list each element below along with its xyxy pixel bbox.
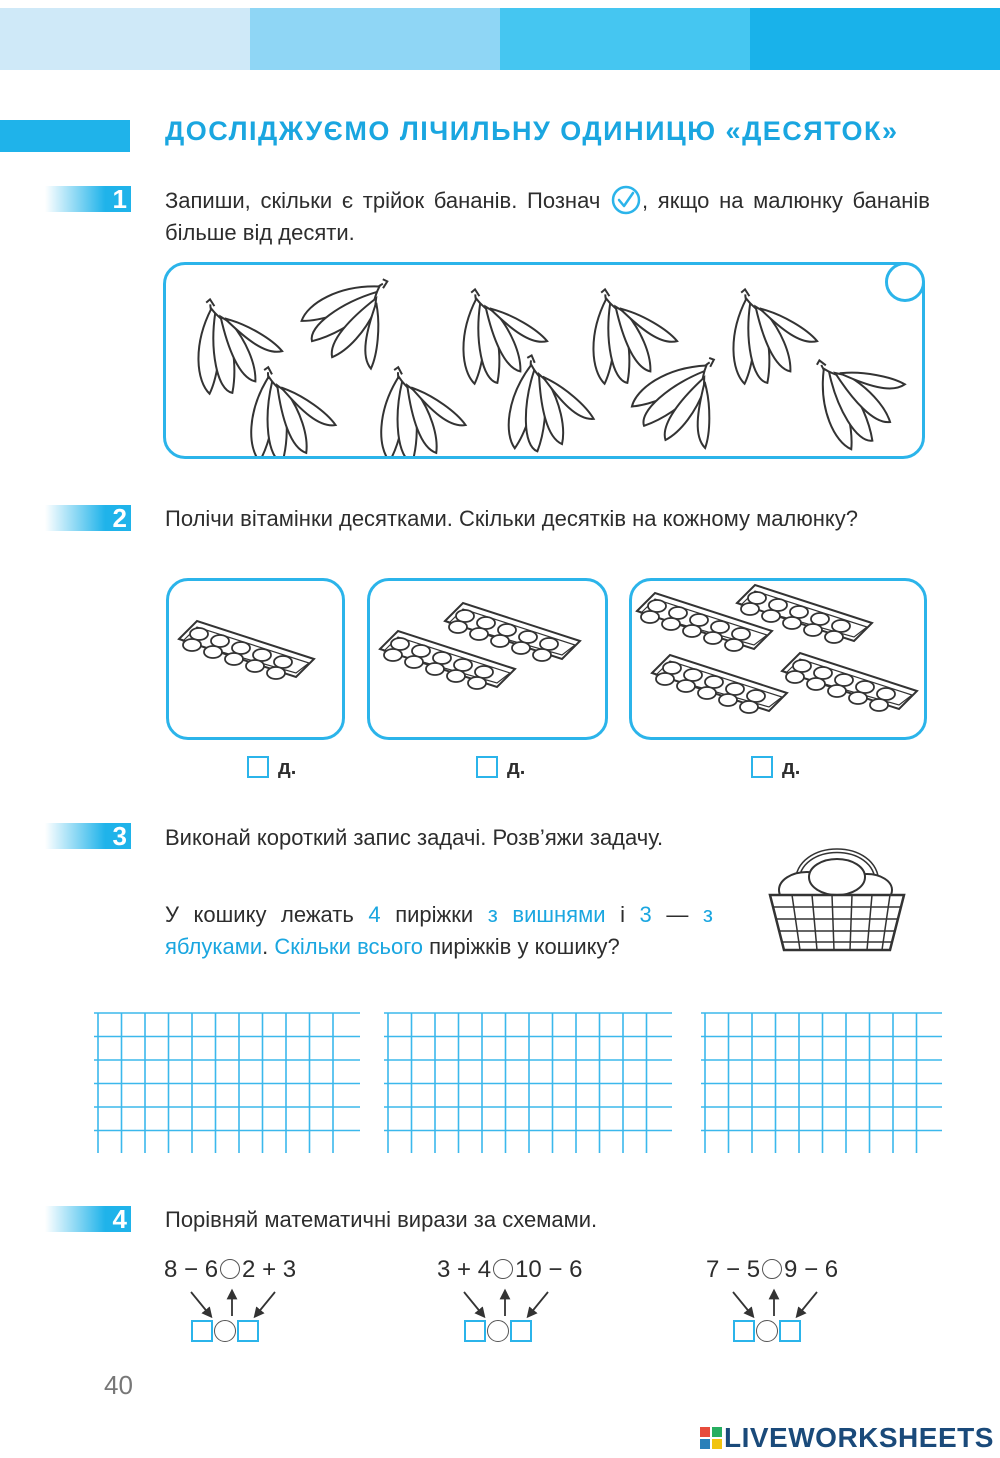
- tens-unit-label: д.: [782, 757, 801, 779]
- task-number: 1: [112, 184, 127, 214]
- page-number: 40: [104, 1370, 133, 1400]
- comparison-circle[interactable]: [493, 1259, 513, 1279]
- header-band: [750, 8, 1000, 70]
- scheme-answer-row: [464, 1320, 532, 1342]
- header-band: [250, 8, 500, 70]
- task-number-tab: [45, 1206, 131, 1232]
- answer-grids: [0, 1005, 1000, 1165]
- task2-text: Полічи вітамінки десятками. Скільки десятків на кожному малюнку?: [165, 506, 859, 531]
- task4-text: Порівняй математичні вирази за схемами.: [165, 1207, 598, 1232]
- scheme-answer-row: [733, 1320, 801, 1342]
- problem-text: пиріжків у кошику?: [423, 934, 620, 959]
- mark-circle[interactable]: [885, 262, 925, 302]
- liveworksheets-logo: [700, 1422, 994, 1454]
- expression-right: 9 − 6: [784, 1256, 839, 1283]
- scheme-arrows-icon: [721, 1288, 841, 1322]
- scheme-sign-circle[interactable]: [214, 1320, 236, 1342]
- expression-left: 8 − 6: [164, 1256, 219, 1283]
- bananas-frame: [163, 262, 925, 459]
- problem-keyword: з вишнями: [487, 902, 606, 927]
- task-number: 3: [112, 821, 127, 851]
- task1-text: [165, 184, 930, 249]
- vitamins-frame-1: [166, 578, 345, 740]
- comparison-expression: [437, 1256, 582, 1284]
- problem-text: У кошику лежать: [165, 902, 369, 927]
- scheme-sign-circle[interactable]: [756, 1320, 778, 1342]
- banana-bunch-icon: [218, 355, 339, 456]
- page-title: ДОСЛІДЖУЄМО ЛІЧИЛЬНУ ОДИНИЦЮ «ДЕСЯТОК»: [165, 116, 899, 146]
- task1-text-before: Запиши, скільки є трійок бананів. Познач: [165, 188, 601, 213]
- tens-answer-box[interactable]: [247, 756, 269, 778]
- task-number: 4: [112, 1204, 127, 1234]
- task-number: 2: [112, 503, 127, 533]
- scheme-number-box[interactable]: [779, 1320, 801, 1342]
- scheme-number-box[interactable]: [510, 1320, 532, 1342]
- scheme-number-box[interactable]: [237, 1320, 259, 1342]
- tens-unit-label: д.: [278, 757, 297, 779]
- banana-bunch-icon: [789, 341, 910, 456]
- problem-text: пиріжки: [380, 902, 488, 927]
- task3-text: Виконай короткий запис задачі. Розв’яжи задачу.: [165, 825, 664, 850]
- tens-unit-label: д.: [507, 757, 526, 779]
- scheme-arrows-icon: [452, 1288, 572, 1322]
- scheme-answer-row: [191, 1320, 259, 1342]
- vitamins-frame-3: [629, 578, 927, 740]
- task3-problem: [165, 899, 713, 963]
- scheme-number-box[interactable]: [191, 1320, 213, 1342]
- task-number-tab: [45, 505, 131, 531]
- expression-right: 2 + 3: [242, 1256, 297, 1283]
- header-color-bands: [0, 8, 1000, 70]
- scheme-arrows-icon: [179, 1288, 299, 1322]
- vitamins-frame-2: [367, 578, 608, 740]
- vitamin-blister-icon: [652, 655, 787, 713]
- task1-text-after: , якщо на малюнку бананів більше від десяти.: [165, 188, 930, 245]
- problem-text: —: [651, 902, 703, 927]
- problem-keyword: Скільки всього: [274, 934, 423, 959]
- scheme-number-box[interactable]: [733, 1320, 755, 1342]
- comparison-expression: [706, 1256, 838, 1284]
- logo-text: LIVEWORKSHEETS: [724, 1422, 994, 1453]
- expression-left: 7 − 5: [706, 1256, 761, 1283]
- banana-bunch-icon: [698, 275, 821, 399]
- scheme-number-box[interactable]: [464, 1320, 486, 1342]
- banana-bunch-icon: [293, 265, 407, 374]
- task-number-tab: [45, 823, 131, 849]
- expression-left: 3 + 4: [437, 1256, 492, 1283]
- comparison-expression: [164, 1256, 296, 1284]
- grid-lines: [94, 1013, 942, 1153]
- problem-text: і: [620, 902, 640, 927]
- banana-bunch-icon: [348, 355, 469, 456]
- task-number-tab: [45, 186, 131, 212]
- problem-number: 3: [639, 902, 652, 927]
- header-band: [0, 8, 250, 70]
- basket-icon: [762, 835, 912, 960]
- liveworksheets-icon: [700, 1427, 722, 1449]
- expression-right: 10 − 6: [515, 1256, 583, 1283]
- title-band: [0, 120, 130, 152]
- check-circle-icon: [610, 184, 642, 216]
- problem-text: .: [262, 934, 275, 959]
- problem-keyword: з яблуками: [165, 902, 713, 959]
- vitamin-blister-icon: [179, 621, 314, 679]
- comparison-circle[interactable]: [220, 1259, 240, 1279]
- vitamin-blister-icon: [782, 653, 917, 711]
- header-band: [500, 8, 750, 70]
- tens-answer-box[interactable]: [751, 756, 773, 778]
- problem-number: 4: [368, 902, 381, 927]
- tens-answer-box[interactable]: [476, 756, 498, 778]
- scheme-sign-circle[interactable]: [487, 1320, 509, 1342]
- comparison-circle[interactable]: [762, 1259, 782, 1279]
